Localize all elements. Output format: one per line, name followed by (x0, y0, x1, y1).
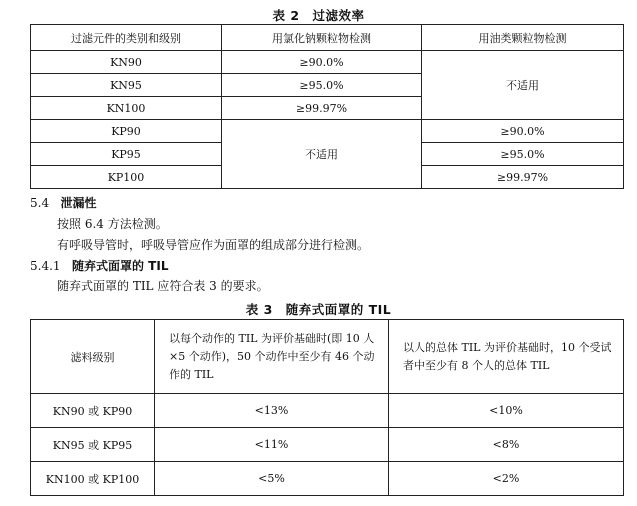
category-cell: KP95 (31, 143, 222, 166)
category-cell: KN90 (31, 51, 222, 74)
category-cell: KN95 (31, 74, 222, 97)
level-cell: KN95 或 KP95 (31, 428, 155, 462)
table-row (31, 462, 624, 496)
section-number: 5.4.1 (30, 259, 61, 273)
category-cell: KP100 (31, 166, 222, 189)
section-title: 随弃式面罩的 TIL (72, 259, 169, 273)
paragraph: 按照 6.4 方法检测。 (57, 217, 168, 231)
level-cell: KN100 或 KP100 (31, 462, 155, 496)
header-category: 过滤元件的类别和级别 (31, 25, 222, 51)
table-row (31, 394, 624, 428)
level-cell: KN90 或 KP90 (31, 394, 155, 428)
oil-cell: ≥90.0% (422, 120, 624, 143)
table-row (31, 120, 624, 143)
header-oil: 用油类颗粒物检测 (422, 25, 624, 51)
per-action-cell: <11% (155, 428, 389, 462)
section-5-4-heading (30, 194, 97, 211)
header-overall: 以人的总体 TIL 为评价基础时，10 个受试者中至少有 8 个人的总体 TIL (389, 320, 624, 394)
table3-title: 表 3 随弃式面罩的 TIL (245, 302, 392, 317)
til-table (30, 319, 624, 496)
section-number: 5.4 (30, 196, 50, 210)
overall-cell: <10% (389, 394, 624, 428)
nacl-cell: ≥95.0% (222, 74, 422, 97)
oil-cell: ≥95.0% (422, 143, 624, 166)
overall-cell: <2% (389, 462, 624, 496)
filtration-efficiency-table (30, 24, 624, 189)
category-cell: KP90 (31, 120, 222, 143)
category-cell: KN100 (31, 97, 222, 120)
header-level: 滤料级别 (31, 320, 155, 394)
header-per-action: 以每个动作的 TIL 为评价基础时(即 10 人×5 个动作)，50 个动作中至少有 46 个动作的 TIL (155, 320, 389, 394)
nacl-not-applicable-cell: 不适用 (222, 120, 422, 189)
paragraph: 有呼吸导管时，呼吸导管应作为面罩的组成部分进行检测。 (57, 238, 370, 252)
per-action-cell: <5% (155, 462, 389, 496)
nacl-cell: ≥99.97% (222, 97, 422, 120)
overall-cell: <8% (389, 428, 624, 462)
oil-not-applicable-cell: 不适用 (422, 51, 624, 120)
oil-cell: ≥99.97% (422, 166, 624, 189)
table-row (31, 51, 624, 74)
table2-title: 表 2 过滤效率 (272, 8, 365, 23)
nacl-cell: ≥90.0% (222, 51, 422, 74)
section-title: 泄漏性 (60, 196, 97, 210)
table-row (31, 428, 624, 462)
table-header-row (31, 320, 624, 394)
per-action-cell: <13% (155, 394, 389, 428)
paragraph: 随弃式面罩的 TIL 应符合表 3 的要求。 (57, 279, 269, 293)
section-5-4-1-heading (30, 257, 168, 274)
table-header-row (31, 25, 624, 51)
header-nacl: 用氯化钠颗粒物检测 (222, 25, 422, 51)
